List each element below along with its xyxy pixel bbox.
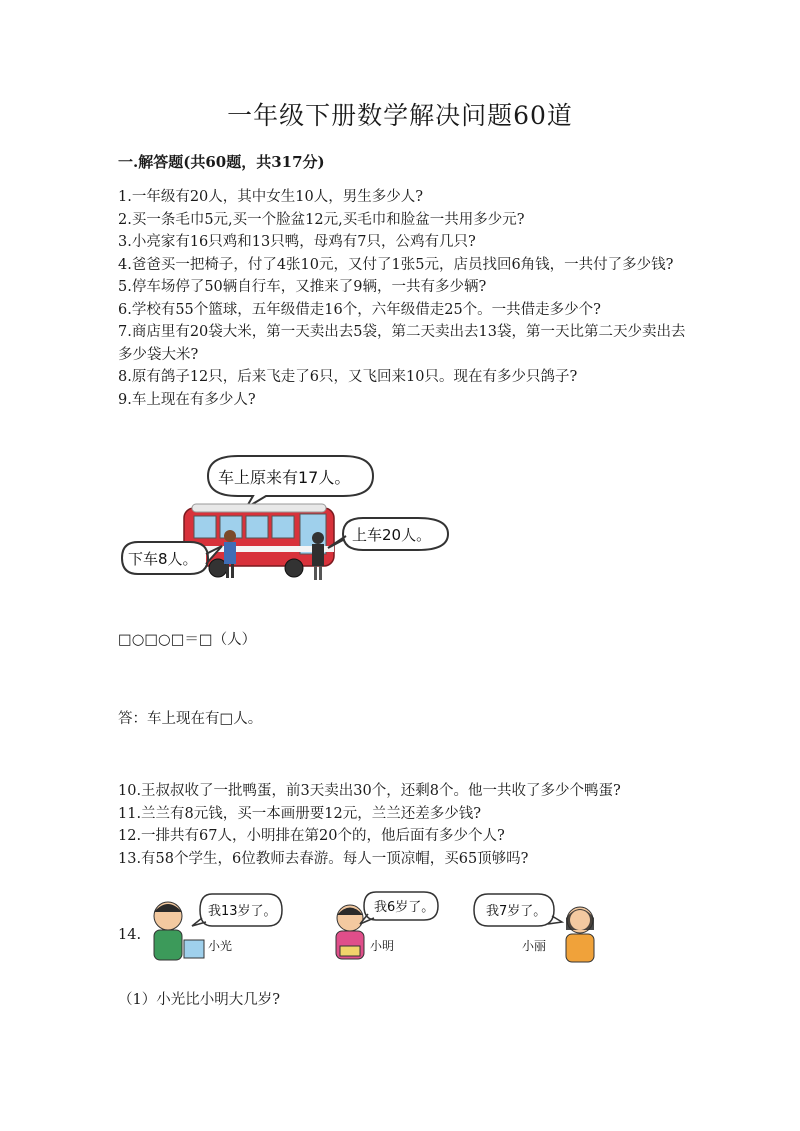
question-list-b	[118, 780, 688, 870]
question-9: 9.车上现在有多少人?	[118, 391, 256, 408]
bus-wheel-back	[285, 559, 303, 577]
section-heading: 一.解答题(共60题，共317分)	[118, 153, 325, 171]
kid-2-name: 小明	[370, 939, 395, 953]
question-14-label: 14.	[118, 927, 142, 943]
question-8: 8.原有鸽子12只，后来飞走了6只，又飞回来10只。现在有多少只鸽子?	[118, 369, 578, 385]
question-11: 11.兰兰有8元钱，买一本画册要12元，兰兰还差多少钱?	[118, 805, 482, 822]
kid-1-bubble-text: 我13岁了。	[208, 904, 277, 919]
kid-xiaoguang	[154, 902, 204, 960]
equation-line: □○□○□＝□（人）	[118, 632, 257, 648]
bubble-right-text: 上车20人。	[352, 526, 432, 544]
kid-2-bubble-text: 我6岁了。	[374, 900, 435, 915]
kid-3-name: 小丽	[522, 939, 547, 953]
question-10: 10.王叔叔收了一批鸭蛋，前3天卖出30个，还剩8个。他一共收了多少个鸭蛋?	[118, 783, 621, 799]
sub-question-1: （1）小光比小明大几岁?	[118, 992, 280, 1008]
question-2: 2.买一条毛巾5元,买一个脸盆12元,买毛巾和脸盆一共用多少元?	[118, 211, 525, 228]
kid-3-bubble-text: 我7岁了。	[486, 904, 547, 919]
kid-xiaoli	[566, 907, 594, 962]
question-13: 13.有58个学生，6位教师去春游。每人一顶凉帽，买65顶够吗?	[118, 850, 529, 867]
kids-illustration	[140, 888, 610, 968]
question-5: 5.停车场停了50辆自行车，又推来了9辆，一共有多少辆?	[118, 279, 487, 295]
bus-roof	[192, 504, 326, 512]
question-6: 6.学校有55个篮球，五年级借走16个，六年级借走25个。一共借走多少个?	[118, 301, 601, 318]
bubble-left-text: 下车8人。	[128, 550, 198, 568]
answer-line: 答：车上现在有□人。	[118, 711, 263, 727]
question-1: 1.一年级有20人，其中女生10人，男生多少人?	[118, 189, 424, 205]
kid-1-name: 小光	[208, 939, 233, 953]
page-title: 一年级下册数学解决问题60道	[227, 101, 573, 130]
question-7: 7.商店里有20袋大米，第一天卖出去5袋，第二天卖出去13袋，第一天比第二天少卖出去多少袋大米?	[118, 324, 686, 363]
kid-xiaoming	[336, 905, 364, 959]
question-3: 3.小亮家有16只鸡和13只鸭，母鸡有7只，公鸡有几只?	[118, 234, 476, 250]
question-12: 12.一排共有67人，小明排在第20个的，他后面有多少个人?	[118, 828, 505, 844]
bubble-top-text: 车上原来有17人。	[218, 468, 351, 487]
bus-illustration	[118, 450, 458, 590]
question-list-a	[118, 186, 688, 411]
question-4: 4.爸爸买一把椅子，付了4张10元，又付了1张5元，店员找回6角钱，一共付了多少钱?	[118, 256, 674, 273]
people-getting-on	[312, 532, 324, 580]
